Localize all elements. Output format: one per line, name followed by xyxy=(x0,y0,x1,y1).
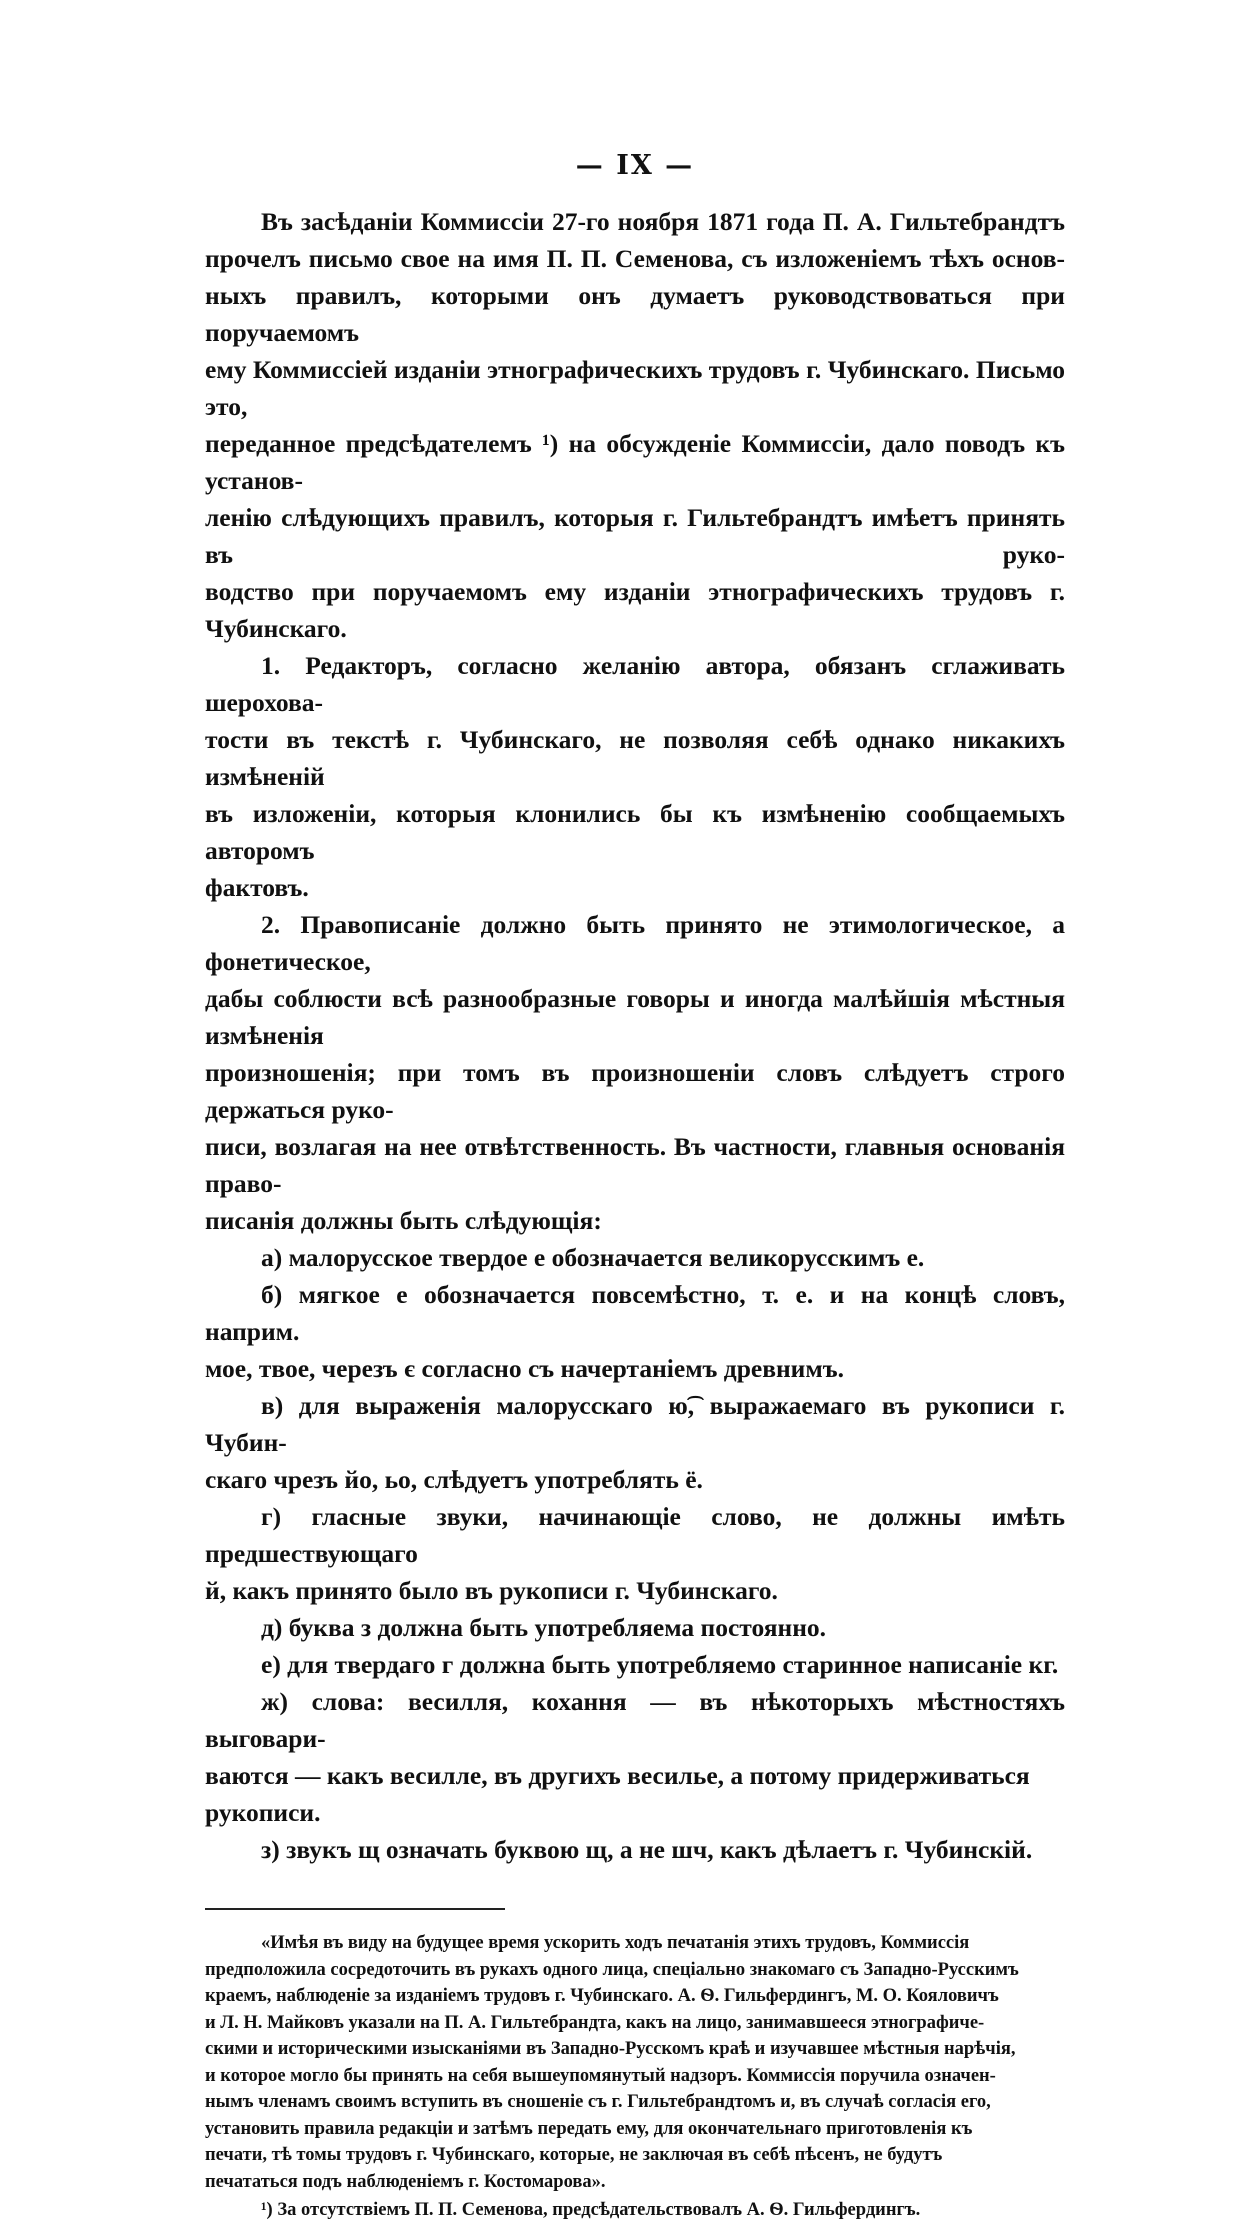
paragraph-commission-meeting: Въ засѣданіи Коммиссіи 27-го ноября 1871 года П. А. Гильтебрандтъ прочелъ письмо свое на имя П. П. Семенова, съ изложеніемъ тѣхъ основ- ныхъ правилъ, которыми онъ думаетъ руководствоваться при поручаемомъ ему Коммиссіей изданіи этнографическихъ трудовъ г. Чубинскаго. Письмо это, переданное предсѣдателемъ ¹) на обсужденіе Коммиссіи, дало поводъ къ установ- ленію слѣдующихъ правилъ, которыя г. Гильтебрандтъ имѣетъ принять въ руко- водство при поручаемомъ ему изданіи этнографическихъ трудовъ г. Чубинскаго. xyxy=(205,207,1065,643)
paragraph-rule-2a: а) малорусское твердое е обозначается великорусскимъ е. xyxy=(261,1243,925,1272)
paragraph-rule-2: 2. Правописаніе должно быть принято не этимологическое, а фонетическое, дабы соблюсти всѣ разнообразные говоры и иногда малѣйшія мѣстныя измѣненія произношенія; при томъ въ произношеніи словъ слѣдуетъ строго держаться руко- писи, возлагая на нее отвѣтственность. Въ частности, главныя основанія право- писанія должны быть слѣдующія: xyxy=(205,910,1065,1235)
paragraph-rule-2zh: ж) слова: весилля, кохання — въ нѣкоторыхъ мѣстностяхъ выговари- ваются — какъ весилле, въ другихъ весилье, а потому придерживаться рукописи. xyxy=(205,1687,1065,1827)
footnote-1: ¹) За отсутствіемъ П. П. Семенова, предсѣдательствовалъ А. Ѳ. Гильфердингъ. xyxy=(261,2200,921,2220)
paragraph-rule-2g: г) гласные звуки, начинающіе слово, не должны имѣть предшествующаго й, какъ принято было въ рукописи г. Чубинскаго. xyxy=(205,1502,1065,1605)
main-text xyxy=(205,203,1065,1868)
page-number: — IX — xyxy=(575,150,695,181)
paragraph-rule-2d: д) буква з должна быть употребляема постоянно. xyxy=(261,1613,827,1642)
paragraph-rule-2z: з) звукъ щ означать буквою щ, а не шч, какъ дѣлаетъ г. Чубинскій. xyxy=(261,1835,1033,1864)
footnotes xyxy=(205,1930,1065,2224)
footnote-divider xyxy=(205,1908,505,1910)
paragraph-rule-2b: б) мягкое е обозначается повсемѣстно, т. е. и на концѣ словъ, наприм. мое, твое, черезъ є согласно съ начертаніемъ древнимъ. xyxy=(205,1280,1065,1383)
book-page xyxy=(205,150,1065,2224)
paragraph-rule-2e: е) для твердаго г должна быть употребляемо старинное написаніе кг. xyxy=(261,1650,1059,1679)
paragraph-rule-1: 1. Редакторъ, согласно желанію автора, обязанъ сглаживать шерохова- тости въ текстѣ г. Чубинскаго, не позволяя себѣ однако никакихъ измѣненій въ изложеніи, которыя клонились бы къ измѣненію сообщаемыхъ авторомъ фактовъ. xyxy=(205,651,1065,902)
paragraph-rule-2v: в) для выраженія малорусскаго ю͡, выражаемаго въ рукописи г. Чубин- скаго чрезъ йо, ьо, слѣдуетъ употреблять ё. xyxy=(205,1391,1065,1494)
footnote-quote: «Имѣя въ виду на будущее время ускорить ходъ печатанія этихъ трудовъ, Коммиссія предположила сосредоточить въ рукахъ одного лица, спеціально знакомаго съ Западно-Русскимъ краемъ, наблюденіе за изданіемъ трудовъ г. Чубинскаго. А. Ѳ. Гильфердингъ, М. О. Кояловичъ и Л. Н. Майковъ указали на П. А. Гильтебрандта, какъ на лицо, занимавшееся этнографиче- скими и историческими изысканіями въ Западно-Русскомъ краѣ и изучавшее мѣстныя нарѣчія, и которое могло бы принять на себя вышеупомянутый надзоръ. Коммиссія поручила означен- нымъ членамъ своимъ вступить въ сношеніе съ г. Гильтебрандтомъ и, въ случаѣ согласія его, установить правила редакціи и затѣмъ передать ему, для окончательнаго приготовленія къ печати, тѣ томы трудовъ г. Чубинскаго, которые, не заключая въ себѣ пѣсенъ, не будутъ печататься подъ наблюденіемъ г. Костомарова». xyxy=(205,1933,1019,2192)
